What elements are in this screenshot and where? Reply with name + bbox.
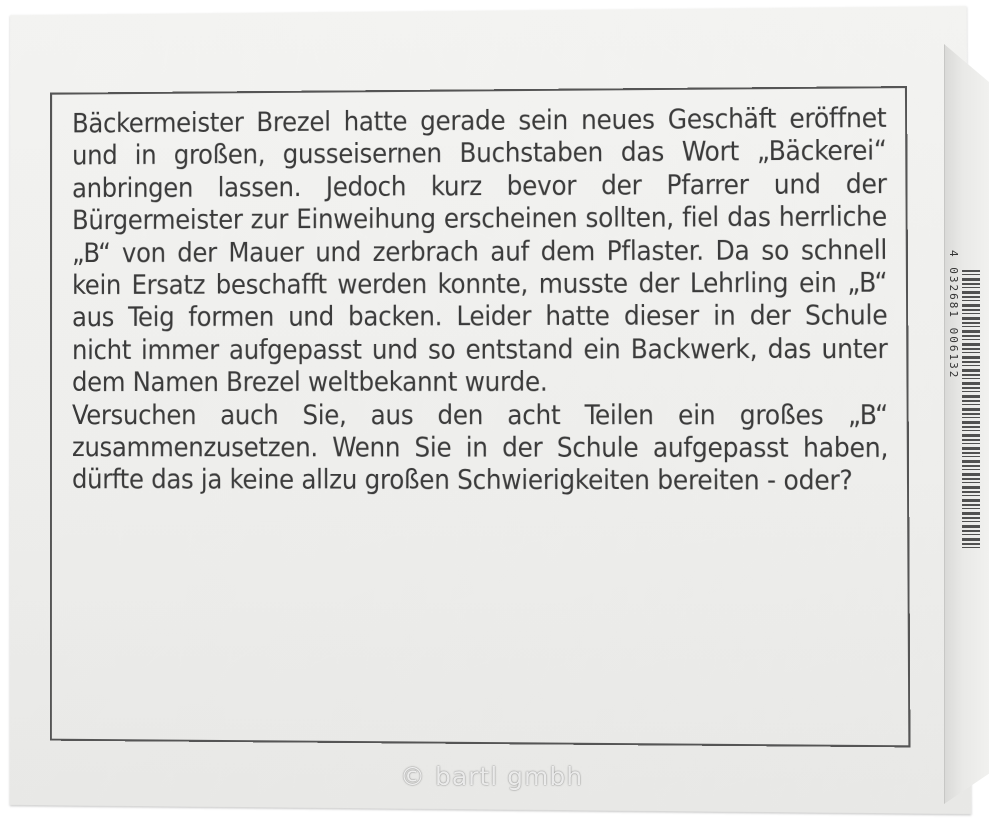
- copyright-watermark: © bartl gmbh: [400, 762, 584, 791]
- story-paragraph-1: Bäckermeister Brezel hatte gerade sein neues Geschäft eröffnet und in großen, gusseisernen Buchstaben das Wort „Bäckerei“ anbringen lassen. Jedoch kurz bevor der Pfarrer und der Bürgermeister zur Einweihung erscheinen sollten, fiel das herrliche „B“ von der Mauer und zerbrach auf dem Pflaster. Da so schnell kein Ersatz beschafft werden konnte, musste der Lehrling ein „B“ aus Teig formen und backen. Leider hatte dieser in der Schule nicht immer aufgepasst und so entstand ein Backwerk, das unter dem Namen Brezel weltbekannt wurde.: [71, 102, 888, 399]
- story-frame: [50, 86, 911, 747]
- barcode-digits: 4 032681 006132: [947, 250, 960, 380]
- story-text: [72, 102, 888, 498]
- barcode-icon: [962, 270, 980, 550]
- story-paragraph-2: Versuchen auch Sie, aus den acht Teilen ein großes „B“ zusammenzusetzen. Wenn Sie in der Schule aufgepasst haben, dürfte das ja keine allzu großen Schwierigkeiten bereiten - oder?: [71, 399, 889, 498]
